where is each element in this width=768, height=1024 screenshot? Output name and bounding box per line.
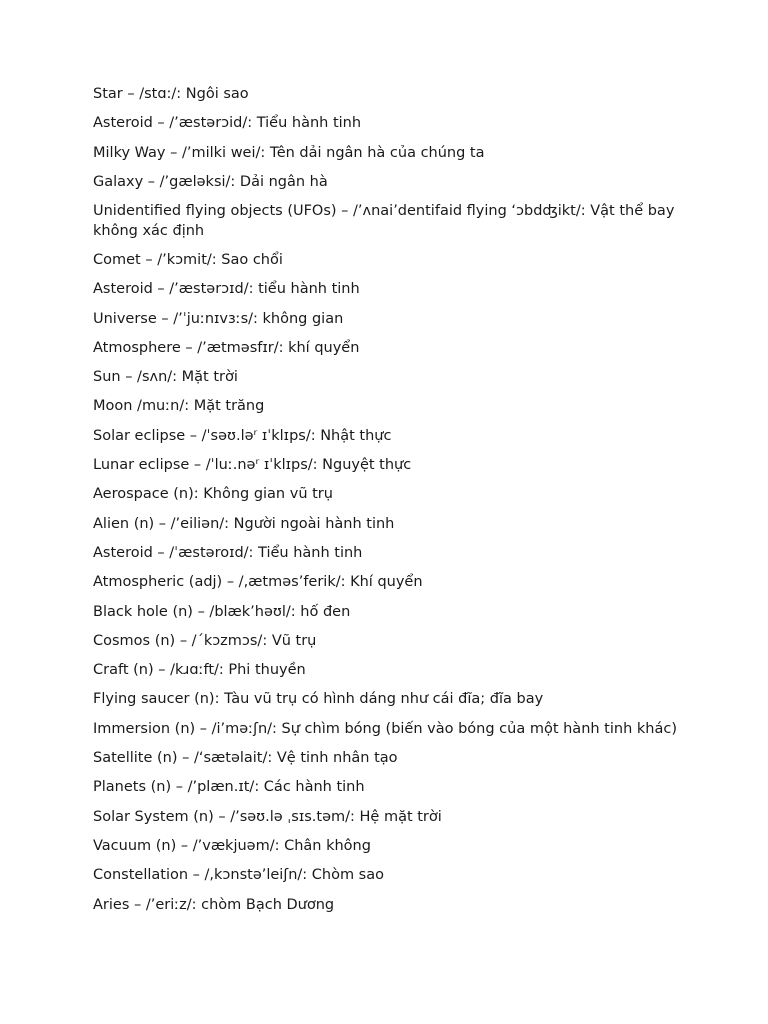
vocab-entry-star: Star – /stɑ:/: Ngôi sao [93,86,249,102]
vocab-entry-asteroid-3: Asteroid – /ˈæstəroɪd/: Tiểu hành tinh [93,544,363,561]
vocab-entry-immersion: Immersion (n) – /i’məːʃn/: Sự chìm bóng (biến vào bóng của một hành tinh khác) [93,720,677,737]
vocab-entry-solar-system: Solar System (n) – /’səʊ.lə ˌsɪs.təm/: Hệ mặt trời [93,808,442,825]
vocab-entry-cosmos: Cosmos (n) – /ˊkɔzmɔs/: Vũ trụ [93,632,317,649]
vocab-entry-milky-way: Milky Way – /’milki wei/: Tên dải ngân hà của chúng ta [93,144,485,161]
vocab-entry-galaxy: Galaxy – /’gæləksi/: Dải ngân hà [93,173,328,190]
vocab-entry-ufos: Unidentified flying objects (UFOs) – /’ʌnai’dentifaid flying ‘ɔbdʤikt/: Vật thể bay không xác định [93,203,675,239]
vocab-entry-sun: Sun – /sʌn/: Mặt trời [93,369,238,386]
vocab-entry-satellite: Satellite (n) – /‘sætəlait/: Vệ tinh nhân tạo [93,750,398,767]
vocab-entry-flying-saucer: Flying saucer (n): Tàu vũ trụ có hình dáng như cái đĩa; đĩa bay [93,691,544,708]
vocab-entry-lunar-eclipse: Lunar eclipse – /ˈluː.nəʳ ɪˈklɪps/: Nguyệt thực [93,457,412,474]
vocab-entry-comet: Comet – /’kɔmit/: Sao chổi [93,251,283,268]
vocab-entry-vacuum: Vacuum (n) – /’vækjuəm/: Chân không [93,837,371,854]
vocab-entry-asteroid-2: Asteroid – /’æstərɔɪd/: tiểu hành tinh [93,281,360,298]
vocab-entry-planets: Planets (n) – /’plæn.ɪt/: Các hành tinh [93,779,365,796]
vocab-entry-aries: Aries – /’eriːz/: chòm Bạch Dương [93,896,335,913]
vocab-entry-craft: Craft (n) – /kɹɑːft/: Phi thuyền [93,662,306,679]
vocab-entry-asteroid: Asteroid – /’æstərɔid/: Tiểu hành tinh [93,115,362,132]
vocab-entry-aerospace: Aerospace (n): Không gian vũ trụ [93,486,333,503]
vocab-entry-constellation: Constellation – /,kɔnstə’leiʃn/: Chòm sao [93,867,384,884]
vocab-entry-atmospheric: Atmospheric (adj) – /,ætməs’ferik/: Khí quyển [93,574,423,591]
vocab-entry-solar-eclipse: Solar eclipse – /ˈsəʊ.ləʳ ɪˈklɪps/: Nhật thực [93,427,392,444]
document-page [93,85,693,925]
vocab-entry-atmosphere: Atmosphere – /’ætməsfɪr/: khí quyển [93,339,360,356]
vocab-entry-universe: Universe – /’ˈjuːnɪvɜːs/: không gian [93,310,344,327]
vocab-entry-black-hole: Black hole (n) – /blæk’həʊl/: hố đen [93,603,351,620]
vocab-entry-alien: Alien (n) – /’eiliən/: Người ngoài hành tinh [93,515,395,532]
vocab-entry-moon: Moon /muːn/: Mặt trăng [93,398,265,415]
